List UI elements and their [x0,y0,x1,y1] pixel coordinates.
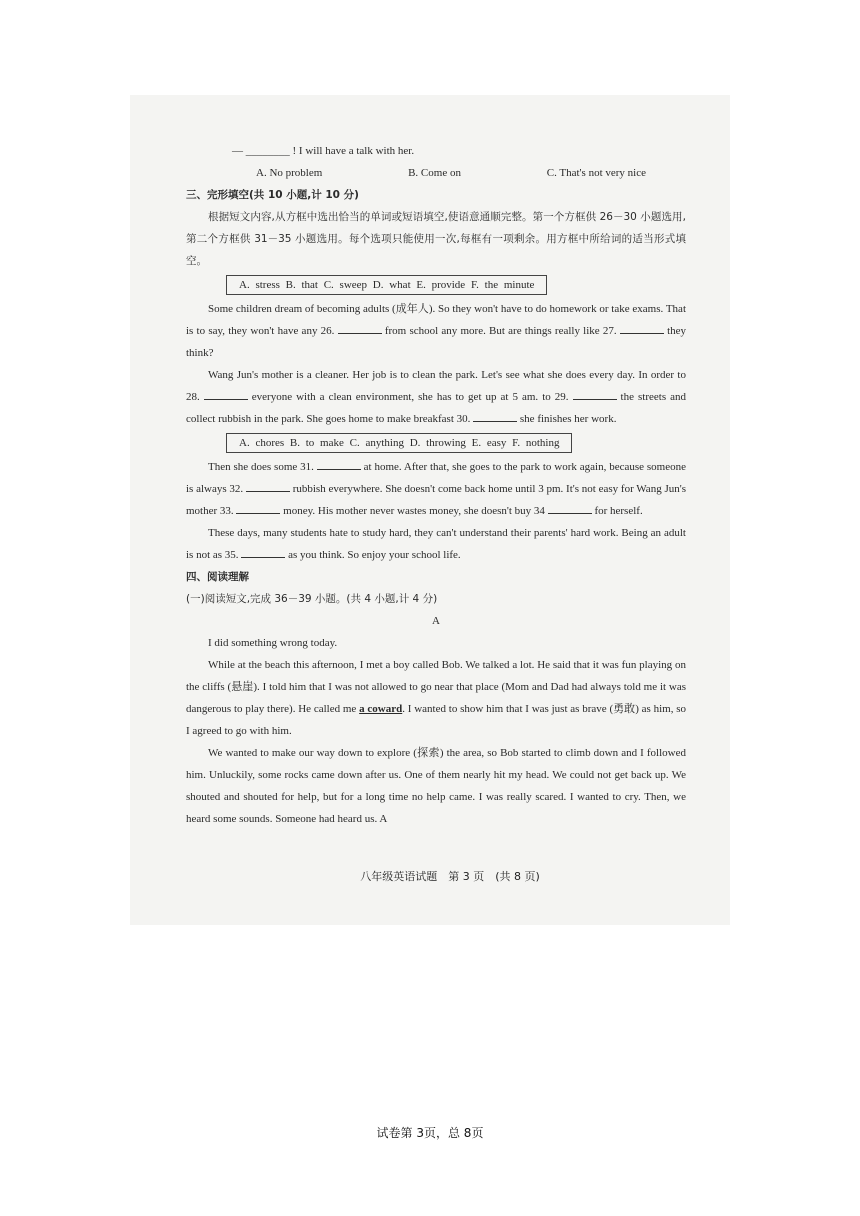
p3-text-d: money. His mother never wastes money, she doesn't buy 34 [283,505,545,517]
exam-content [186,140,686,830]
s2-text-b: . I wanted to show him that I was just as brave (勇敢) as him, so I agreed to go with him. [186,703,687,737]
p3-text-e: for herself. [594,505,643,517]
reading-sentence-1: I did something wrong today. [208,637,338,649]
scan-page-footer: 八年级英语试题 第 3 页 (共 8 页) [360,870,540,883]
q25-option-c: C. That's not very nice [546,167,646,179]
p2-text-a: Wang Jun's mother is a cleaner. Her job is to clean the park. Let's see what she does every day. In order to 28. [186,369,686,403]
section3-instructions: 根据短文内容,从方框中选出恰当的单词或短语填空,使语意通顺完整。第一个方框供 26－30 小题选用,第二个方框供 31－35 小题选用。每个选项只能使用一次,每框有一项剩余。用方框中所给词的适当形式填空。 [186,211,686,267]
blank-31 [317,457,361,470]
blank-29 [573,387,617,400]
blank-32 [246,479,290,492]
section3-title: 三、完形填空(共 10 小题,计 10 分) [186,189,359,201]
blank-34 [548,501,592,514]
p3-text-b: at home. After that, she goes to the park to work again, because someone is always 32. [186,461,686,495]
p3-text-c: rubbish everywhere. She doesn't come back home until 3 pm. It's not easy for Wang Jun's mother 33. [186,483,686,517]
q25-option-b: B. Come on [408,167,461,179]
p3-text-a: Then she does some 31. [208,461,314,473]
page-footer: 试卷第 3页，总 8页 [376,1126,484,1140]
p2-text-d: she finishes her work. [519,413,617,425]
blank-30 [473,409,517,422]
passage-paragraph-3 [186,456,686,522]
passage-paragraph-4 [186,522,686,566]
section4-title: 四、阅读理解 [186,571,249,583]
passage-label: A [432,615,440,627]
p1-text-c: they think? [186,325,687,359]
passage-paragraph-1 [186,298,686,364]
q25-options [186,162,686,184]
section4-subtitle: (一)阅读短文,完成 36－39 小题。(共 4 小题,计 4 分) [186,593,438,605]
q25-option-a: A. No problem [256,167,323,179]
reading-paragraph-2 [186,654,686,742]
p1-text-a: Some children dream of becoming adults (成年人). So they won't have to do homework or take exams. That is to say, they won't have any 26. [186,303,686,337]
word-box-1: A. stress B. that C. sweep D. what E. provide F. the minute [226,275,547,295]
p4-text-b: as you think. So enjoy your school life. [288,549,461,561]
blank-26 [338,321,382,334]
s2-text-a: While at the beach this afternoon, I met a boy called Bob. We talked a lot. He said that it was fun playing on the cliffs (悬崖). I told him that I was not allowed to go near that place (Mom and Dad had always told me it was dangerous to play there). He called me [186,659,686,715]
blank-28 [204,387,248,400]
reading-paragraph-3: We wanted to make our way down to explore (探索) the area, so Bob started to climb down and I followed him. Unluckily, some rocks came down after us. One of them nearly hit my head. We could not get back up. We shouted and shouted for help, but for a long time no help came. I was really scared. I wanted to cry. Then, we heard some sounds. Someone had heard us. A [186,747,686,825]
word-box-2: A. chores B. to make C. anything D. throwing E. easy F. nothing [226,433,572,453]
blank-33 [236,501,280,514]
p2-text-c: the streets and collect rubbish in the park. She goes home to make breakfast 30. [186,391,686,425]
blank-35 [241,545,285,558]
passage-paragraph-2 [186,364,686,430]
p2-text-b: everyone with a clean environment, she has to get up at 5 am. to 29. [251,391,569,403]
a-coward-highlight: a coward [359,703,403,715]
blank-27 [620,321,664,334]
p1-text-b: from school any more. But are things really like 27. [384,325,617,337]
p4-text-a: These days, many students hate to study hard, they can't understand their parents' hard work. Being an adult is not as 35. [186,527,686,561]
q25-dialogue: — ________ ! I will have a talk with her. [232,145,415,157]
